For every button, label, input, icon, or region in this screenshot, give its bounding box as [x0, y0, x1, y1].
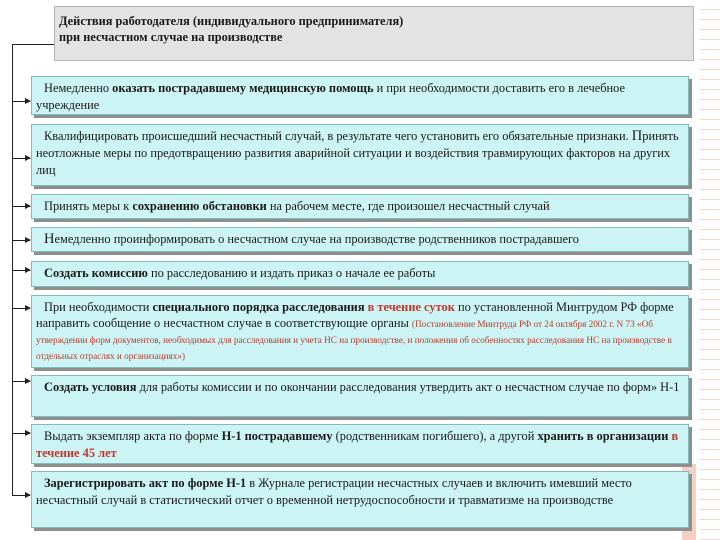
step-capital: Н — [44, 231, 55, 247]
step-text: При необходимости — [44, 300, 153, 314]
decorative-stripes — [700, 0, 720, 540]
arrow-step-6 — [12, 308, 30, 309]
arrow-step-7 — [12, 381, 30, 382]
step-box-4 — [31, 227, 689, 252]
step-box-7 — [31, 375, 689, 417]
step-deadline: в течение суток — [364, 300, 455, 314]
step-emphasis: оказать пострадавшему медицинскую помощь — [112, 81, 374, 95]
arrow-step-1 — [12, 101, 30, 102]
step-box-3 — [31, 194, 689, 219]
arrow-step-2 — [12, 158, 30, 159]
step-text: в Журнале регистрации несчастных случаев и включить имевший место несчастный случай в статистический отчет о временной нетрудоспособности и травматизме на производстве — [36, 476, 632, 507]
step-emphasis: Зарегистрировать акт по форме Н-1 — [44, 476, 247, 490]
step-emphasis: Создать условия — [44, 380, 137, 394]
arrow-step-9 — [12, 495, 30, 496]
step-box-1 — [31, 76, 689, 115]
step-box-8 — [31, 424, 689, 464]
step-capital: П — [631, 128, 643, 144]
step-text: ринять неотложные меры по предотвращению развития аварийной ситуации и воздействия травмирующих факторов на других лиц — [36, 129, 679, 177]
arrow-step-3 — [12, 206, 30, 207]
step-text: по установленной Минтрудом РФ форме направить сообщение о несчастном случае в соответствующие органы — [36, 300, 674, 330]
step-text: Квалифицировать происшедший несчастный случай, в результате чего установить его обязательные признаки. — [44, 129, 632, 143]
arrow-step-8 — [12, 433, 30, 434]
step-box-6 — [31, 295, 689, 368]
step-emphasis: хранить в организации — [537, 429, 669, 443]
arrow-step-4 — [12, 240, 30, 241]
step-text: на рабочем месте, где произошел несчастный случай — [266, 199, 550, 213]
step-text: (родственникам погибшего), а другой — [332, 429, 538, 443]
step-emphasis: специального порядка расследования — [152, 300, 365, 314]
step-text: Выдать экземпляр акта по форме — [44, 429, 222, 443]
step-text: Немедленно — [44, 81, 113, 95]
step-text: для работы комиссии и по окончании расследования утвердить акт о несчастном случае по форм» Н-1 — [136, 380, 680, 394]
step-emphasis: Создать комиссию — [44, 266, 148, 280]
step-deadline: в течение 45 лет — [36, 429, 679, 460]
title-line-1: Действия работодателя (индивидуального предпринимателя) — [59, 14, 404, 28]
step-text: Принять меры к — [44, 199, 133, 213]
step-text: и при необходимости доставить его в лечебное учреждение — [36, 81, 625, 112]
step-text: по расследованию и издать приказ о начале ее работы — [147, 266, 436, 280]
legal-reference-note: (Постановление Минтруда РФ от 24 октября 2002 г. N 73 «Об утверждении форм документов, необходимых для расследования и учета НС на производстве, и положения об особенностях расследования НС на производстве в отдельных отраслях и организациях») — [36, 319, 672, 361]
arrow-step-5 — [12, 270, 30, 271]
step-emphasis: Н-1 пострадавшему — [221, 429, 333, 443]
step-box-9 — [31, 471, 689, 528]
step-box-2 — [31, 124, 689, 186]
step-emphasis: сохранению обстановки — [132, 199, 267, 213]
connector-top — [12, 44, 54, 45]
diagram-title — [54, 6, 694, 61]
title-line-2: при несчастном случае на производстве — [59, 30, 283, 44]
step-box-5 — [31, 261, 689, 287]
step-text: емедленно проинформировать о несчастном случае на производстве родственников пострадавшего — [54, 232, 579, 246]
